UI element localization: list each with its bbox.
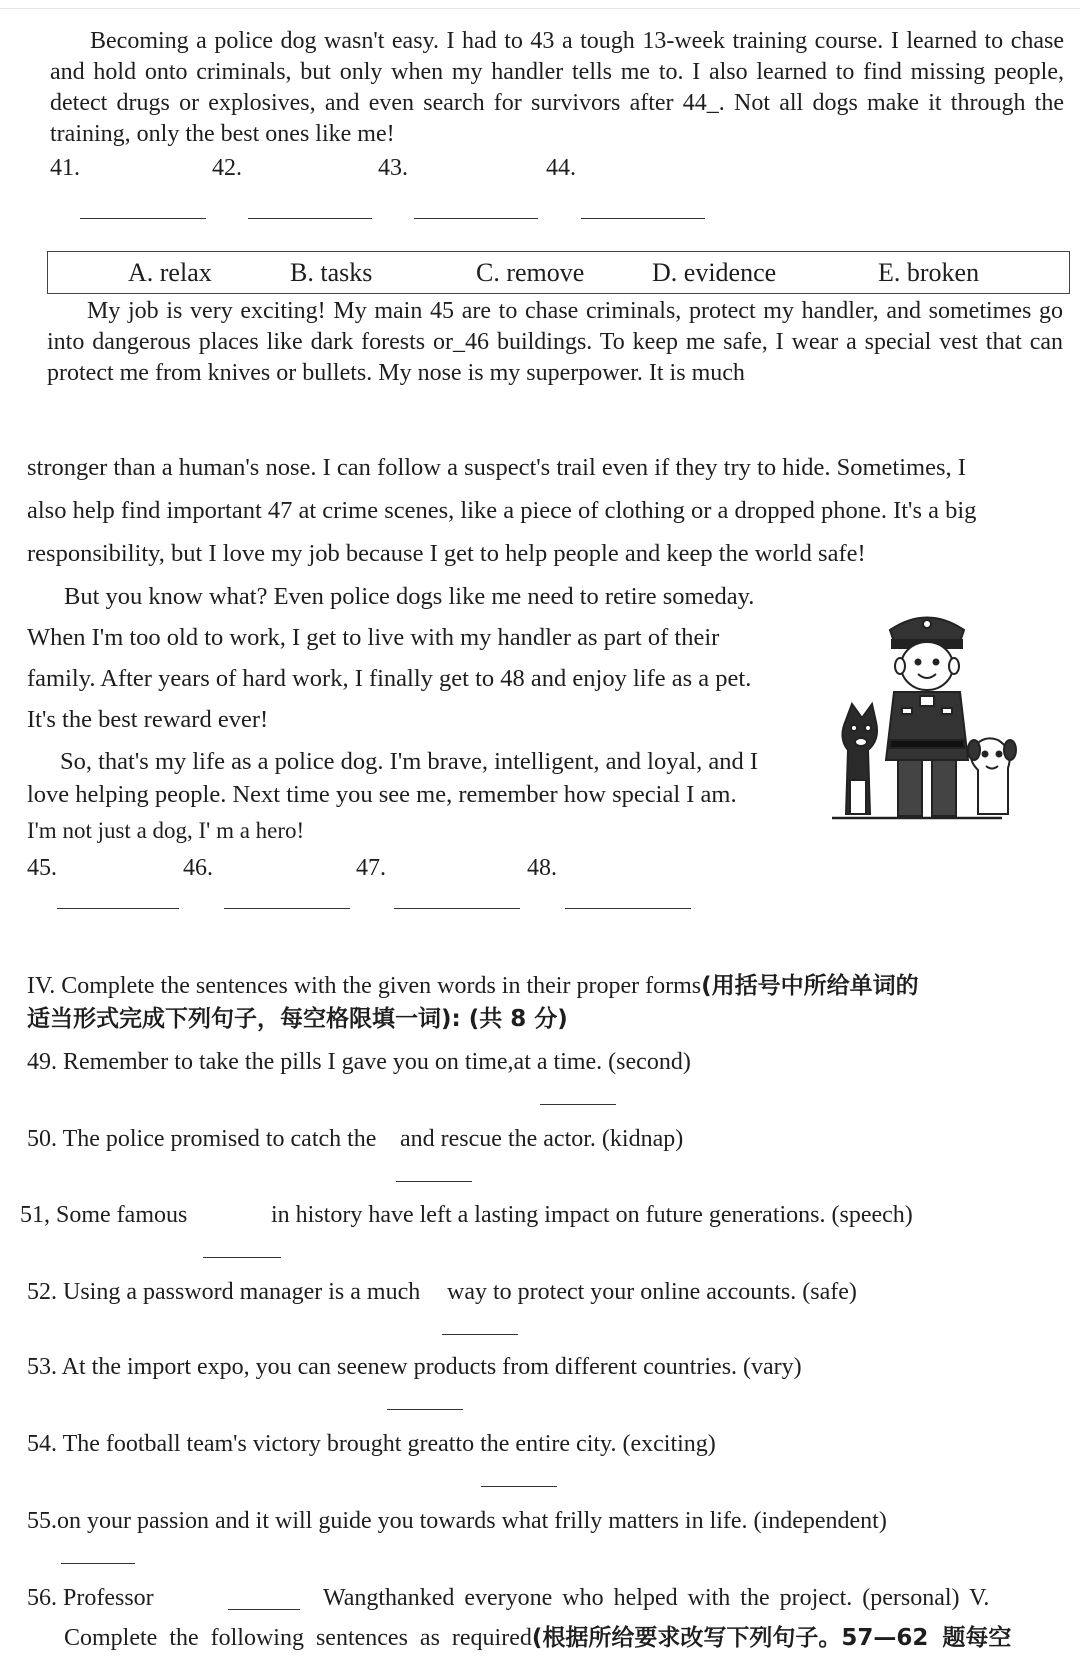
answer-blank-46[interactable]: [224, 908, 350, 909]
question-number-46: 46.: [183, 855, 213, 881]
option-b: B. tasks: [290, 258, 373, 287]
section-4-heading-en: IV. Complete the sentences with the given words in their proper forms: [27, 973, 702, 999]
option-e: E. broken: [878, 258, 980, 287]
sentence-52-part-1: 52. Using a password manager is a much: [27, 1279, 421, 1305]
sentence-51-part-2: in history have left a lasting impact on future generations. (speech): [271, 1202, 913, 1228]
sentence-55: 55.on your passion and it will guide you towards what frilly matters in life. (independent): [27, 1508, 887, 1534]
question-number-48: 48.: [527, 855, 557, 881]
sentence-53: 53. At the import expo, you can seenew products from different countries. (vary): [27, 1354, 802, 1380]
passage-paragraph-4-line-3: family. After years of hard work, I finally get to 48 and enjoy life as a pet.: [27, 665, 752, 692]
passage-paragraph-5-line-2: love helping people. Next time you see me, remember how special I am.: [27, 781, 737, 808]
answer-blank-49[interactable]: [540, 1104, 616, 1105]
answer-blank-50[interactable]: [396, 1181, 472, 1182]
answer-blank-45[interactable]: [57, 908, 179, 909]
question-number-41: 41.: [50, 155, 80, 181]
passage-paragraph-3-line-1: stronger than a human's nose. I can follow a suspect's trail even if they try to hide. Sometimes, I: [27, 454, 966, 481]
passage-paragraph-4-line-2: When I'm too old to work, I get to live with my handler as part of their: [27, 624, 720, 651]
answer-blank-48[interactable]: [565, 908, 691, 909]
section-4-heading: [27, 967, 919, 1000]
passage-paragraph-5-line-3: I'm not just a dog, I' m a hero!: [27, 818, 305, 843]
passage-paragraph-2: My job is very exciting! My main 45 are to chase criminals, protect my handler, and sometimes go into dangerous places like dark forests or_46 buildings. To keep me safe, I wear a special vest that can protect me from knives or bullets. My nose is my superpower. It is much: [47, 298, 1063, 386]
question-number-47: 47.: [356, 855, 386, 881]
sentence-50-part-2: and rescue the actor. (kidnap): [400, 1126, 684, 1152]
section-5-heading-cn: (根据所给要求改写下列句子。57—62 题每空: [531, 1625, 1012, 1651]
question-number-44: 44.: [546, 155, 576, 181]
question-number-42: 42.: [212, 155, 242, 181]
passage-paragraph-4-line-4: It's the best reward ever!: [27, 706, 269, 733]
answer-blank-55[interactable]: [61, 1563, 135, 1564]
answer-blank-53[interactable]: [387, 1409, 463, 1410]
option-a: A. relax: [128, 258, 212, 287]
sentence-49: 49. Remember to take the pills I gave you on time,at a time. (second): [27, 1049, 691, 1075]
passage-paragraph-5-line-1: So, that's my life as a police dog. I'm brave, intelligent, and loyal, and I: [60, 748, 759, 775]
answer-blank-47[interactable]: [394, 908, 520, 909]
question-number-45: 45.: [27, 855, 57, 881]
section-5-heading: [64, 1619, 1011, 1652]
passage-paragraph-1: Becoming a police dog wasn't easy. I had to 43 a tough 13-week training course. I learned to chase and hold onto criminals, but only when my handler tells me to. I also learned to find missing people, detect drugs or explosives, and even search for survivors after 44_. Not all dogs make it through the training, only the best ones like me!: [50, 28, 1064, 147]
sentence-51-part-1: 51, Some famous: [20, 1202, 188, 1228]
sentence-54: 54. The football team's victory brought greatto the entire city. (exciting): [27, 1431, 716, 1457]
passage-paragraph-3-line-3: responsibility, but I love my job because I get to help people and keep the world safe!: [27, 540, 866, 567]
section-5-heading-en: Complete the following sentences as required: [64, 1625, 532, 1651]
answer-blank-54[interactable]: [481, 1486, 557, 1487]
section-4-heading-cn-1: (用括号中所给单词的: [701, 973, 919, 999]
sentence-56-part-1: 56. Professor: [27, 1585, 154, 1611]
sentence-50-part-1: 50. The police promised to catch the: [27, 1126, 377, 1152]
police-officer-with-dogs-illustration: [832, 600, 1022, 830]
sentence-52-part-2: way to protect your online accounts. (safe): [447, 1279, 857, 1305]
section-4-heading-cn-2: 适当形式完成下列句子，每空格限填一词): (共 8 分): [27, 1006, 568, 1032]
answer-blank-42[interactable]: [248, 218, 372, 219]
sentence-56-part-2: Wangthanked everyone who helped with the project. (personal) V.: [323, 1585, 990, 1611]
word-options-box: [47, 251, 1070, 294]
passage-paragraph-3-line-2: also help find important 47 at crime scenes, like a piece of clothing or a dropped phone. It's a big: [27, 497, 977, 524]
top-divider: [0, 8, 1080, 9]
answer-blank-41[interactable]: [80, 218, 206, 219]
option-c: C. remove: [476, 258, 585, 287]
option-d: D. evidence: [652, 258, 777, 287]
answer-blank-44[interactable]: [581, 218, 705, 219]
answer-blank-56[interactable]: [228, 1609, 300, 1610]
answer-blank-52[interactable]: [442, 1334, 518, 1335]
answer-blank-43[interactable]: [414, 218, 538, 219]
answer-blank-51[interactable]: [203, 1257, 281, 1258]
question-number-43: 43.: [378, 155, 408, 181]
passage-paragraph-4-line-1: But you know what? Even police dogs like me need to retire someday.: [64, 583, 755, 610]
